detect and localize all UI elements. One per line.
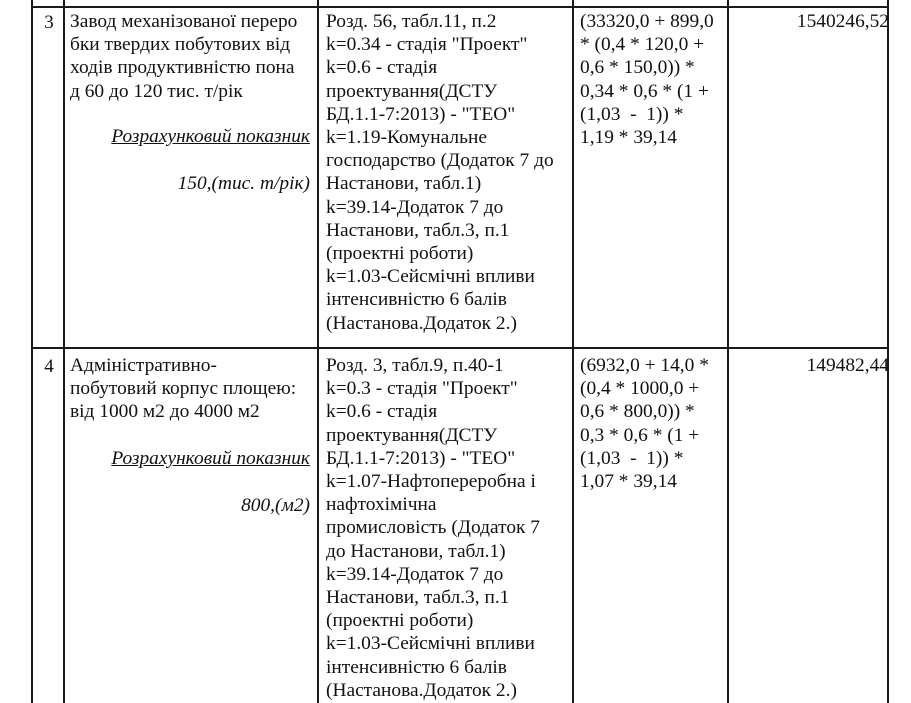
row-number: 4	[44, 356, 54, 377]
table-border-description-col	[317, 0, 319, 703]
calculation-basis: Розд. 3, табл.9, п.40-1 k=0.3 - стадія "Проект" k=0.6 - стадія проектування(ДСТУ БД.1.1-7:2013) - "ТЕО" k=1.07-Нафтопереробна і нафтохімічна промисловість (Додаток 7 до Настанови, табл.1) k=39.14-Додаток 7 до Настанови, табл.3, п.1 (проектні роботи) k=1.03-Сейсмічні впливи інтенсивністю 6 балів (Настанова.Додаток 2.)	[326, 355, 541, 701]
cost-formula: (6932,0 + 14,0 * (0,4 * 1000,0 + 0,6 * 800,0)) * 0,3 * 0,6 * (1 + (1,03 - 1)) * 1,07 * 39,14	[580, 355, 709, 493]
item-description: Адміністративно- побутовий корпус площею: від 1000 м2 до 4000 м2	[70, 355, 297, 423]
table-border-left	[31, 0, 33, 703]
indicator-label: Розрахунковий показник	[111, 448, 310, 470]
row-number: 3	[44, 12, 54, 33]
table-row-divider	[31, 347, 889, 349]
table-row-divider-top	[31, 6, 889, 8]
indicator-value: 800,(м2)	[241, 494, 310, 516]
calculation-indicator	[70, 424, 310, 540]
indicator-value: 150,(тис. т/рік)	[177, 172, 310, 194]
table-border-right	[887, 0, 889, 703]
calculation-indicator	[70, 102, 310, 218]
cost-amount: 1540246,52	[796, 11, 889, 32]
item-description: Завод механізованої переро бки твердих побутових від ходів продуктивністю пона д 60 до 120 тис. т/рік	[70, 11, 298, 102]
cost-amount: 149482,44	[806, 355, 889, 376]
table-border-number-col	[63, 0, 65, 703]
table-border-basis-col	[572, 0, 574, 703]
calculation-basis: Розд. 56, табл.11, п.2 k=0.34 - стадія "Проект" k=0.6 - стадія проектування(ДСТУ БД.1.1-7:2013) - "ТЕО" k=1.19-Комунальне господарство (Додаток 7 до Настанови, табл.1) k=39.14-Додаток 7 до Настанови, табл.3, п.1 (проектні роботи) k=1.03-Сейсмічні впливи інтенсивністю 6 балів (Настанова.Додаток 2.)	[326, 11, 554, 334]
cost-formula: (33320,0 + 899,0 * (0,4 * 120,0 + 0,6 * 150,0)) * 0,34 * 0,6 * (1 + (1,03 - 1)) * 1,19 * 39,14	[580, 11, 714, 149]
indicator-label: Розрахунковий показник	[111, 126, 310, 148]
